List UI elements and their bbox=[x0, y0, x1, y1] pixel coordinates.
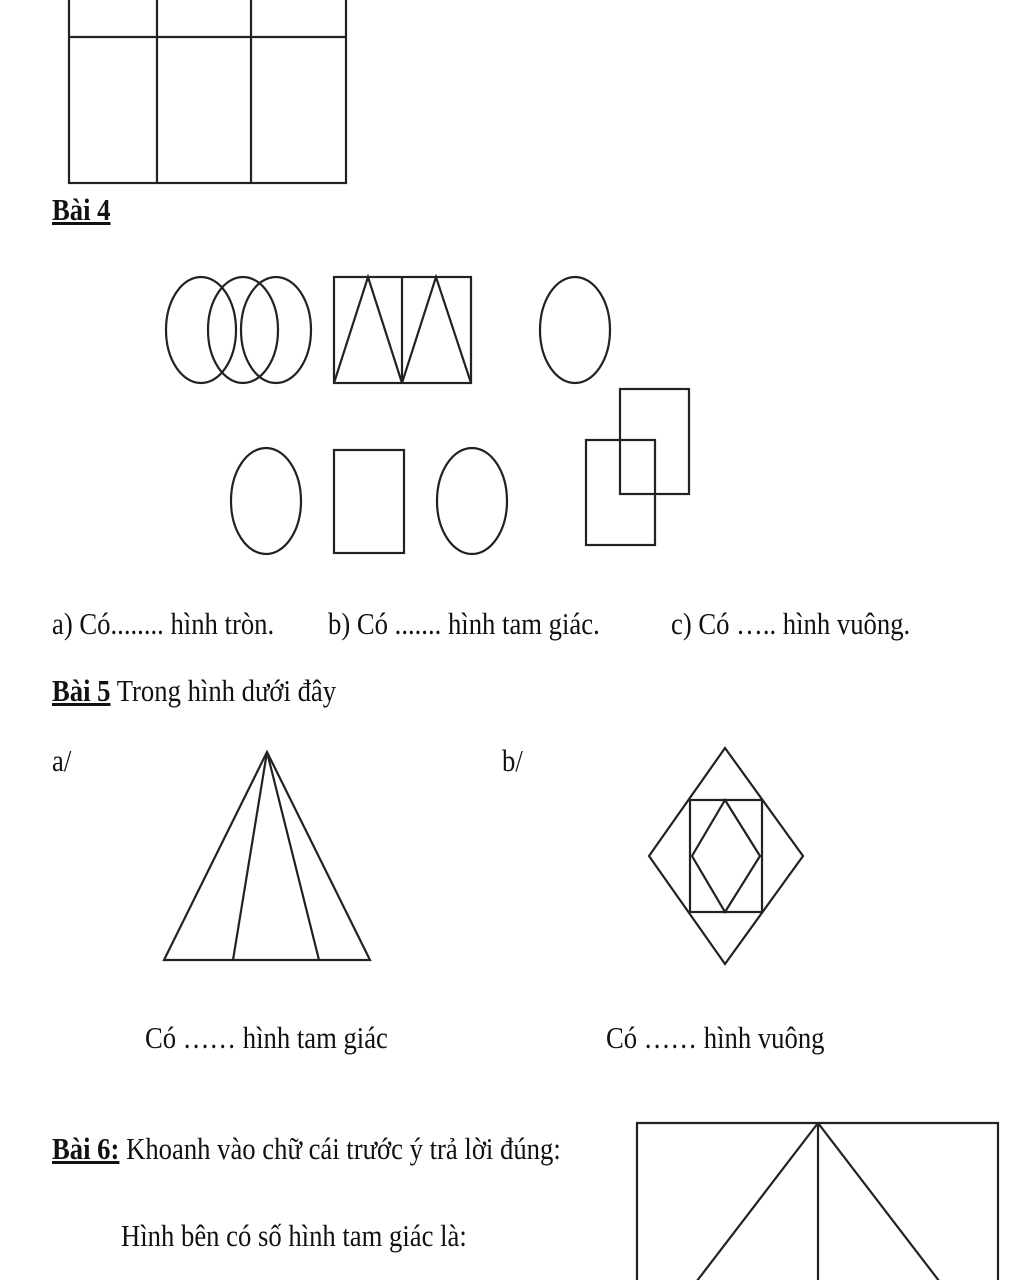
bai4-question-c: c) Có ….. hình vuông. bbox=[671, 606, 911, 641]
circle-shape bbox=[437, 448, 507, 554]
square-shape bbox=[334, 450, 404, 553]
bai6-question: Hình bên có số hình tam giác là: bbox=[121, 1218, 467, 1253]
bai5-title-line bbox=[52, 675, 336, 706]
rectangle-with-triangles bbox=[334, 277, 471, 383]
bai5-answer-a: Có …… hình tam giác bbox=[145, 1020, 388, 1055]
bai5-label-a: a/ bbox=[52, 743, 72, 778]
bai4-heading: Bài 4 bbox=[52, 192, 111, 227]
bai5-label-b: b/ bbox=[502, 743, 523, 778]
bai4-question-b: b) Có ....... hình tam giác. bbox=[328, 606, 600, 641]
circle-shape bbox=[231, 448, 301, 554]
bai5-answer-b: Có …… hình vuông bbox=[606, 1020, 825, 1055]
grid-figure bbox=[69, 0, 346, 183]
bai5-intro: Trong hình dưới đây bbox=[110, 673, 337, 708]
three-overlapping-circles bbox=[166, 277, 311, 383]
circle-shape bbox=[540, 277, 610, 383]
bai6-title-line bbox=[52, 1133, 561, 1164]
bai6-heading: Bài 6: bbox=[52, 1131, 120, 1166]
overlapping-squares bbox=[586, 389, 689, 545]
bai6-instruction: Khoanh vào chữ cái trước ý trả lời đúng: bbox=[119, 1131, 561, 1166]
bai4-question-a: a) Có........ hình tròn. bbox=[52, 606, 275, 641]
triangle-fan-figure bbox=[164, 752, 370, 960]
bai5-heading: Bài 5 bbox=[52, 673, 111, 708]
triangles-in-rectangle bbox=[637, 1123, 998, 1280]
nested-square-figure bbox=[649, 748, 803, 964]
